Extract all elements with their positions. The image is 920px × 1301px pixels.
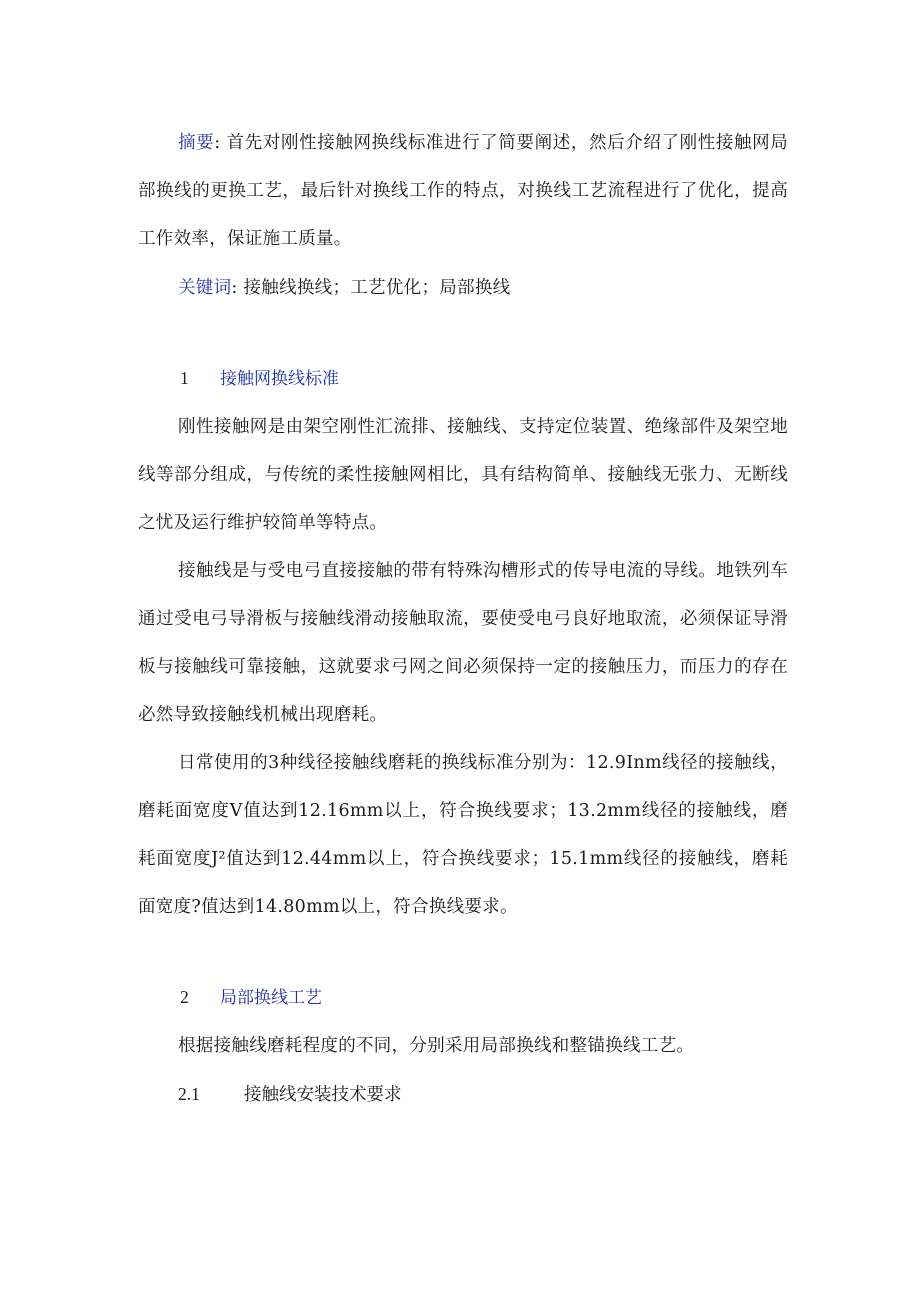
keywords-label: 关键词 — [178, 277, 232, 297]
section-2-heading — [138, 973, 788, 1022]
section-1-paragraph-2: 接触线是与受电弓直接接触的带有特殊沟槽形式的传导电流的导线。地铁列车通过受电弓导滑板与接触线滑动接触取流，要使受电弓良好地取流，必须保证导滑板与接触线可靠接触，这就要求弓网之间必须保持一定的接触压力，而压力的存在必然导致接触线机械出现磨耗。 — [138, 561, 788, 725]
document-page — [138, 118, 788, 1119]
section-1-title: 接触网换线标准 — [220, 369, 339, 388]
section-2-number: 2 — [180, 987, 189, 1007]
keywords-paragraph — [138, 263, 788, 312]
section-1-number: 1 — [180, 368, 189, 388]
section-spacer — [138, 312, 788, 354]
section-spacer — [138, 931, 788, 973]
keywords-text: : 接触线换线；工艺优化；局部换线 — [231, 278, 511, 298]
section-1-paragraph-1: 刚性接触网是由架空刚性汇流排、接触线、支持定位装置、绝缘部件及架空地线等部分组成，与传统的柔性接触网相比，具有结构简单、接触线无张力、无断线之忧及运行维护较简单等特点。 — [138, 417, 788, 533]
section-2-title: 局部换线工艺 — [220, 988, 322, 1007]
abstract-label: 摘要 — [178, 132, 215, 152]
subsection-2-1-heading — [138, 1070, 788, 1119]
subsection-2-1-title: 接触线安装技术要求 — [244, 1085, 402, 1105]
subsection-2-1-number: 2.1 — [178, 1084, 200, 1104]
section-1-paragraph-3: 日常使用的3种线径接触线磨耗的换线标准分别为：12.9Inm线径的接触线，磨耗面宽度V值达到12.16mm以上，符合换线要求；13.2mm线径的接触线，磨耗面宽度J²值达到12.44mm以上，符合换线要求；15.1mm线径的接触线，磨耗面宽度?值达到14.80mm以上，符合换线要求。 — [138, 753, 788, 917]
abstract-text: : 首先对刚性接触网换线标准进行了简要阐述，然后介绍了刚性接触网局部换线的更换工艺，最后针对换线工作的特点，对换线工艺流程进行了优化，提高工作效率，保证施工质量。 — [138, 133, 788, 249]
section-1-heading — [138, 354, 788, 403]
section-2-paragraph-1: 根据接触线磨耗程度的不同，分别采用局部换线和整锚换线工艺。 — [178, 1036, 695, 1056]
abstract-paragraph — [138, 118, 788, 263]
